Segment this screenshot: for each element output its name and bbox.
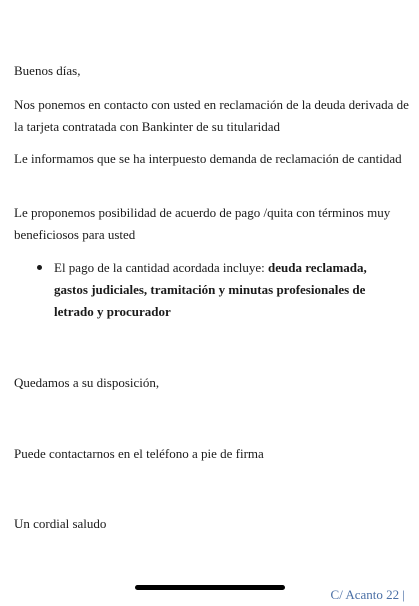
bullet-prefix-text: El pago de la cantidad acordada incluye:: [54, 260, 269, 275]
phone-contact-text: Puede contactarnos en el teléfono a pie de firma: [14, 446, 264, 461]
home-indicator-bar[interactable]: [135, 585, 285, 590]
bullet-dot-icon: [37, 265, 42, 270]
bullet-bold-text: deuda reclamada, gastos judiciales, tramitación y minutas profesionales de letrado y procurador: [54, 260, 367, 319]
greeting-text: Buenos días,: [14, 63, 81, 78]
closing-text: Un cordial saludo: [14, 516, 107, 531]
demand-paragraph: Le informamos que se ha interpuesto demanda de reclamación de cantidad: [14, 151, 402, 166]
payment-bullet-list: [14, 257, 409, 323]
proposal-paragraph: Le proponemos posibilidad de acuerdo de pago /quita con términos muy beneficiosos para usted: [14, 205, 391, 242]
contact-paragraph: Nos ponemos en contacto con usted en reclamación de la deuda derivada de la tarjeta contratada con Bankinter de su titularidad: [14, 97, 409, 134]
disposal-text: Quedamos a su disposición,: [14, 375, 160, 390]
footer-address-link[interactable]: C/ Acanto 22 |: [330, 587, 405, 602]
list-item: [14, 257, 409, 323]
